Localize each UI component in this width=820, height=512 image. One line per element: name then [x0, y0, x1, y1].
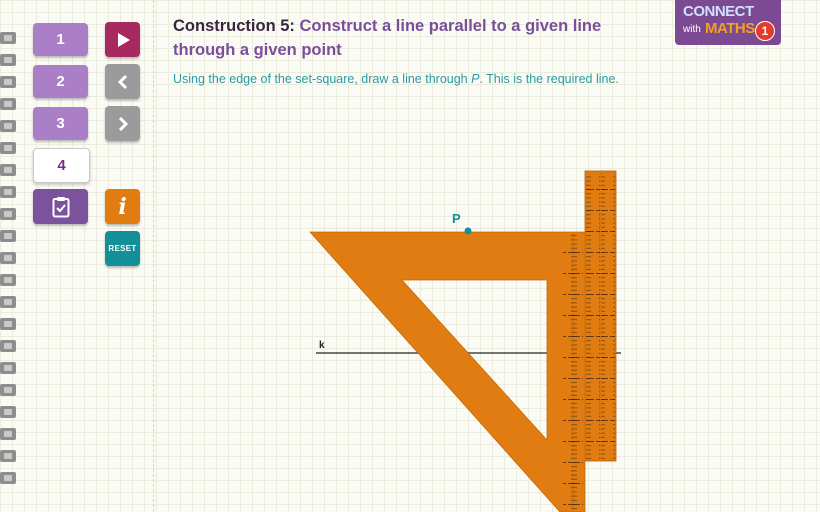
point-reference: P — [471, 72, 480, 86]
point-p — [465, 228, 472, 235]
instruction-text: Using the edge of the set-square, draw a line through P. This is the required line. — [173, 72, 619, 86]
step-4-button[interactable]: 4 — [33, 148, 90, 183]
ruler[interactable] — [585, 171, 616, 461]
connect-with-maths-logo: CONNECT with MATHS 1 — [675, 0, 781, 45]
construction-title: Construct a line parallel to a given line through a given point — [173, 17, 602, 59]
step-3-button[interactable]: 3 — [33, 107, 88, 140]
step-2-button[interactable]: 2 — [33, 65, 88, 98]
step-1-button[interactable]: 1 — [33, 23, 88, 56]
construction-number: Construction 5: — [173, 17, 295, 35]
line-k-label: k — [319, 340, 325, 351]
point-p-label: P — [452, 211, 461, 226]
info-button[interactable]: i — [105, 189, 140, 224]
set-square[interactable] — [310, 232, 585, 512]
reset-button[interactable]: RESET — [105, 231, 140, 266]
